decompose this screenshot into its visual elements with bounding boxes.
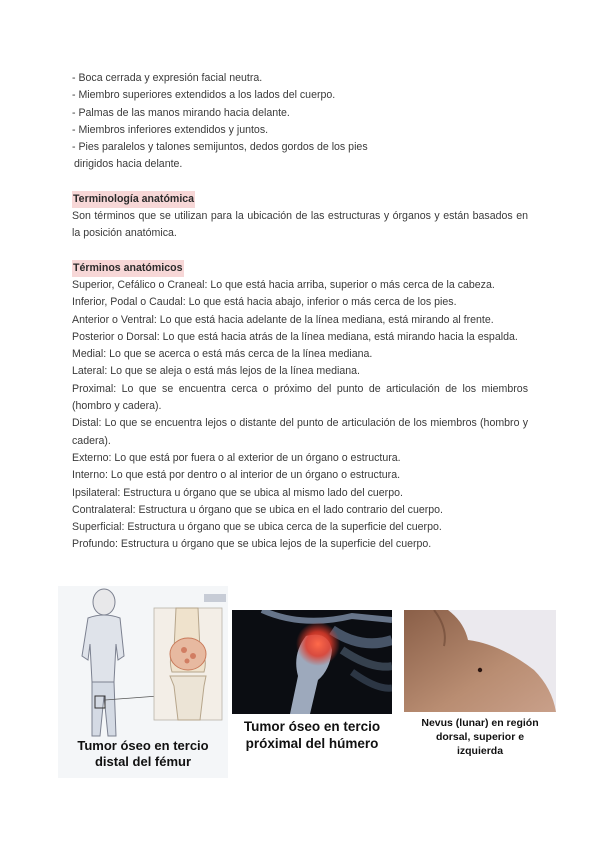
- humerus-caption: Tumor óseo en tercio próximal del húmero: [243, 719, 381, 751]
- section-heading-terminos: Términos anatómicos: [72, 260, 184, 277]
- term-item: Ipsilateral: Estructura u órgano que se ubica al mismo lado del cuerpo.: [72, 486, 403, 499]
- nevus-figure: [404, 610, 556, 712]
- term-item: Superior, Cefálico o Craneal: Lo que está hacia arriba, superior o más cerca de la cabeza.: [72, 278, 495, 291]
- term-item: Superficial: Estructura u órgano que se ubica cerca de la superficie del cuerpo.: [72, 521, 442, 534]
- list-item: dirigidos hacia delante.: [74, 158, 183, 171]
- term-item: Inferior, Podal o Caudal: Lo que está hacia abajo, inferior o más cerca de los pies.: [72, 296, 457, 309]
- term-item: Interno: Lo que está por dentro o al interior de un órgano o estructura.: [72, 469, 401, 482]
- list-item: - Boca cerrada y expresión facial neutra.: [72, 72, 263, 84]
- term-item: Proximal: Lo que se encuentra cerca o próximo del punto de articulación de los miembros (hombro y cadera).: [72, 382, 528, 413]
- term-item: Lateral: Lo que se aleja o está más lejos de la línea mediana.: [72, 365, 360, 378]
- nevus-caption: Nevus (lunar) en región dorsal, superior e izquierda: [421, 717, 539, 757]
- list-item: - Miembro superiores extendidos a los lados del cuerpo.: [72, 89, 336, 102]
- term-item: Medial: Lo que se acerca o está más cerca de la línea mediana.: [72, 348, 373, 361]
- humerus-figure: [232, 610, 392, 714]
- term-item: Distal: Lo que se encuentra lejos o distante del punto de articulación de los miembros (hombro y cadera).: [72, 417, 528, 447]
- list-item: - Palmas de las manos mirando hacia delante.: [72, 106, 290, 119]
- term-item: Posterior o Dorsal: Lo que está hacia atrás de la línea mediana, está mirando hacia la espalda.: [72, 330, 518, 343]
- xray-image: [232, 610, 392, 714]
- term-item: Externo: Lo que está por fuera o al exterior de un órgano o estructura.: [72, 451, 401, 464]
- position-list: [72, 70, 528, 174]
- femur-caption: Tumor óseo en tercio distal del fémur: [77, 738, 209, 769]
- terms-list: [72, 277, 528, 554]
- list-item: - Pies paralelos y talones semijuntos, dedos gordos de los pies: [72, 141, 368, 154]
- terminology-paragraph: Son términos que se utilizan para la ubicación de las estructuras y órganos y están basados en la posición anatómica.: [72, 210, 528, 240]
- back-photo: [404, 610, 556, 712]
- term-item: Anterior o Ventral: Lo que está hacia adelante de la línea mediana, está mirando al frente.: [72, 313, 494, 326]
- list-item: - Miembros inferiores extendidos y juntos.: [72, 123, 269, 136]
- section-heading-terminologia: Terminología anatómica: [72, 191, 195, 208]
- femur-figure: [58, 586, 228, 778]
- document-body: [72, 70, 528, 554]
- term-item: Contralateral: Estructura u órgano que se ubica en el lado contrario del cuerpo.: [72, 503, 444, 516]
- term-item: Profundo: Estructura u órgano que se ubica lejos de la superficie del cuerpo.: [72, 538, 432, 551]
